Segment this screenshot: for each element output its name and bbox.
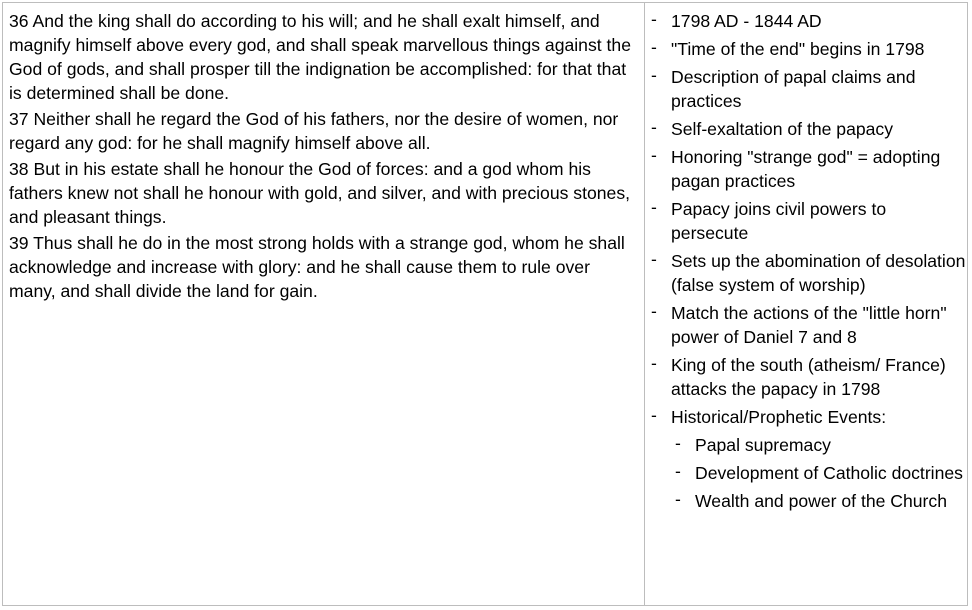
note-text: "Time of the end" begins in 1798 bbox=[671, 39, 925, 59]
dash-marker: - bbox=[651, 197, 657, 217]
dash-marker: - bbox=[651, 9, 657, 29]
note-item bbox=[645, 9, 967, 33]
dash-marker: - bbox=[651, 249, 657, 269]
event-item bbox=[671, 489, 967, 513]
note-text: Self-exaltation of the papacy bbox=[671, 119, 894, 139]
note-text: Papacy joins civil powers to persecute bbox=[671, 199, 887, 243]
notes-column bbox=[645, 3, 967, 605]
note-item bbox=[645, 65, 967, 113]
verse-37: 37 Neither shall he regard the God of his fathers, nor the desire of women, nor regard any god: for he shall magnify himself above all. bbox=[9, 109, 619, 153]
note-item bbox=[645, 37, 967, 61]
dash-marker: - bbox=[651, 301, 657, 321]
events-sublist bbox=[671, 433, 967, 513]
dash-marker: - bbox=[651, 117, 657, 137]
dash-marker: - bbox=[651, 37, 657, 57]
note-text: Historical/Prophetic Events: bbox=[671, 407, 887, 427]
note-item bbox=[645, 353, 967, 401]
dash-marker: - bbox=[651, 65, 657, 85]
verse-39: 39 Thus shall he do in the most strong holds with a strange god, whom he shall acknowledge and increase with glory: and he shall cause them to rule over many, and shall divide the land for gain. bbox=[9, 233, 625, 301]
scripture-column bbox=[3, 3, 645, 605]
note-item bbox=[645, 117, 967, 141]
verse-38: 38 But in his estate shall he honour the God of forces: and a god whom his fathers knew not shall he honour with gold, and silver, and with precious stones, and pleasant things. bbox=[9, 159, 631, 227]
event-text: Papal supremacy bbox=[695, 435, 831, 455]
note-item-events bbox=[645, 405, 967, 513]
note-item bbox=[645, 249, 967, 297]
dash-marker: - bbox=[675, 461, 681, 481]
commentary-table bbox=[2, 2, 968, 606]
note-item bbox=[645, 145, 967, 193]
event-text: Wealth and power of the Church bbox=[695, 491, 947, 511]
verse-36: 36 And the king shall do according to his will; and he shall exalt himself, and magnify himself above every god, and shall speak marvellous things against the God of gods, and shall prosper till the indignation be accomplished: for that that is determined shall be done. bbox=[9, 11, 631, 103]
notes-list bbox=[645, 9, 967, 513]
dash-marker: - bbox=[651, 353, 657, 373]
note-item bbox=[645, 197, 967, 245]
dash-marker: - bbox=[675, 489, 681, 509]
note-text: Description of papal claims and practices bbox=[671, 67, 916, 111]
dash-marker: - bbox=[651, 405, 657, 425]
event-item bbox=[671, 433, 967, 457]
note-text: Match the actions of the "little horn" power of Daniel 7 and 8 bbox=[671, 303, 947, 347]
note-text: King of the south (atheism/ France) attacks the papacy in 1798 bbox=[671, 355, 946, 399]
event-text: Development of Catholic doctrines bbox=[695, 463, 963, 483]
dash-marker: - bbox=[651, 145, 657, 165]
event-item bbox=[671, 461, 967, 485]
dash-marker: - bbox=[675, 433, 681, 453]
note-item bbox=[645, 301, 967, 349]
note-text: 1798 AD - 1844 AD bbox=[671, 11, 822, 31]
note-text: Sets up the abomination of desolation (false system of worship) bbox=[671, 251, 966, 295]
note-text: Honoring "strange god" = adopting pagan practices bbox=[671, 147, 941, 191]
